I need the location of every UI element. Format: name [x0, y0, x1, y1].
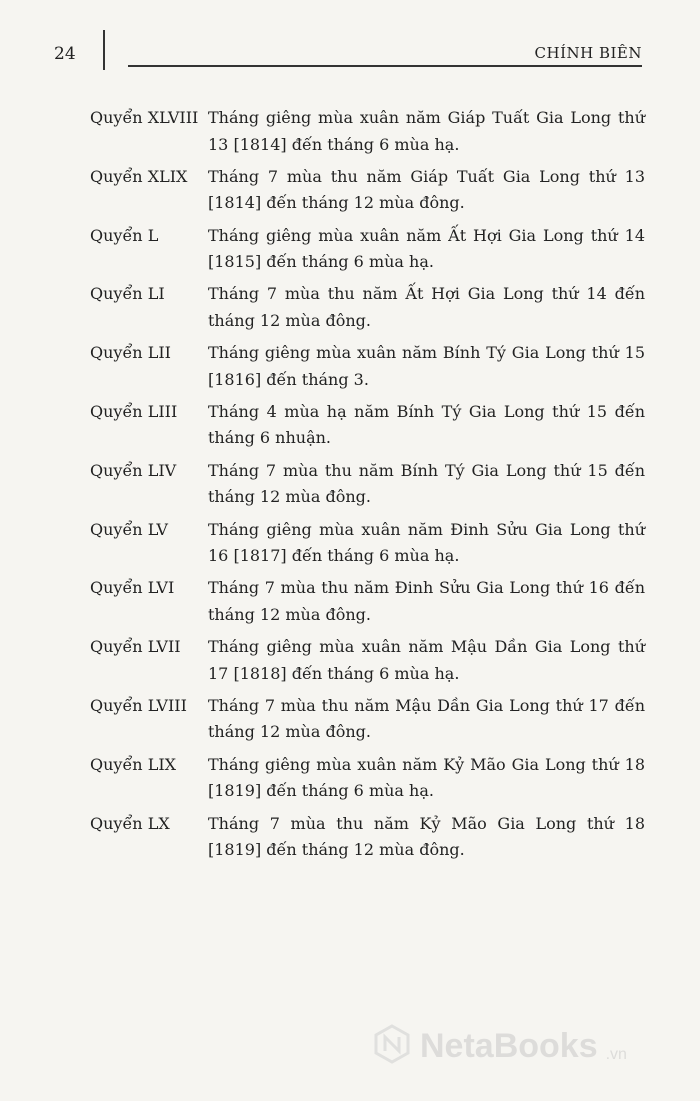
list-item: [90, 575, 645, 628]
volume-list: [90, 105, 645, 869]
watermark-suffix: .vn: [605, 1046, 627, 1063]
volume-description: Tháng giêng mùa xuân năm Mậu Dần Gia Long thứ 17 [1818] đến tháng 6 mùa hạ.: [208, 637, 645, 683]
header-rule: [128, 65, 642, 67]
list-item: [90, 752, 645, 805]
list-item: [90, 223, 645, 276]
running-head: CHÍNH BIÊN: [534, 44, 642, 62]
volume-description: Tháng 7 mùa thu năm Đinh Sửu Gia Long thứ 16 đến tháng 12 mùa đông.: [208, 578, 645, 624]
list-item: [90, 517, 645, 570]
list-item: [90, 458, 645, 511]
volume-label: Quyển LI: [90, 284, 165, 304]
volume-description: Tháng giêng mùa xuân năm Ất Hợi Gia Long thứ 14 [1815] đến tháng 6 mùa hạ.: [208, 225, 645, 272]
volume-label: Quyển L: [90, 225, 159, 245]
volume-label: Quyển LVI: [90, 578, 175, 598]
volume-label: Quyển LX: [90, 813, 170, 833]
header-divider: [103, 30, 105, 70]
volume-description: Tháng giêng mùa xuân năm Giáp Tuất Gia Long thứ 13 [1814] đến tháng 6 mùa hạ.: [208, 108, 645, 154]
volume-description: Tháng 7 mùa thu năm Bính Tý Gia Long thứ 15 đến tháng 12 mùa đông.: [208, 460, 645, 507]
list-item: [90, 693, 645, 746]
volume-label: Quyển LIV: [90, 460, 177, 480]
volume-description: Tháng giêng mùa xuân năm Kỷ Mão Gia Long thứ 18 [1819] đến tháng 6 mùa hạ.: [208, 754, 645, 801]
watermark-text: NetaBooks: [420, 1026, 598, 1065]
list-item: [90, 399, 645, 452]
list-item: [90, 340, 645, 393]
volume-description: Tháng 7 mùa thu năm Giáp Tuất Gia Long thứ 13 [1814] đến tháng 12 mùa đông.: [208, 166, 645, 213]
list-item: [90, 811, 645, 864]
volume-label: Quyển LIII: [90, 401, 178, 421]
volume-description: Tháng 7 mùa thu năm Ất Hợi Gia Long thứ 14 đến tháng 12 mùa đông.: [208, 284, 645, 330]
list-item: [90, 105, 645, 158]
volume-label: Quyển XLVIII: [90, 108, 199, 127]
list-item: [90, 634, 645, 687]
watermark: [372, 1024, 627, 1068]
volume-label: Quyển LV: [90, 519, 168, 539]
volume-label: Quyển LVII: [90, 637, 181, 657]
volume-label: Quyển XLIX: [90, 166, 188, 186]
list-item: [90, 281, 645, 334]
volume-description: Tháng 7 mùa thu năm Kỷ Mão Gia Long thứ 18 [1819] đến tháng 12 mùa đông.: [208, 813, 645, 860]
page-number: 24: [54, 44, 76, 64]
volume-description: Tháng giêng mùa xuân năm Bính Tý Gia Long thứ 15 [1816] đến tháng 3.: [208, 343, 645, 389]
volume-description: Tháng 4 mùa hạ năm Bính Tý Gia Long thứ 15 đến tháng 6 nhuận.: [208, 401, 645, 448]
volume-label: Quyển LVIII: [90, 695, 187, 715]
volume-label: Quyển LII: [90, 343, 171, 363]
volume-label: Quyển LIX: [90, 754, 177, 774]
list-item: [90, 164, 645, 217]
volume-description: Tháng giêng mùa xuân năm Đinh Sửu Gia Long thứ 16 [1817] đến tháng 6 mùa hạ.: [208, 519, 645, 566]
volume-description: Tháng 7 mùa thu năm Mậu Dần Gia Long thứ 17 đến tháng 12 mùa đông.: [208, 695, 645, 742]
netabooks-logo-icon: [372, 1024, 412, 1068]
